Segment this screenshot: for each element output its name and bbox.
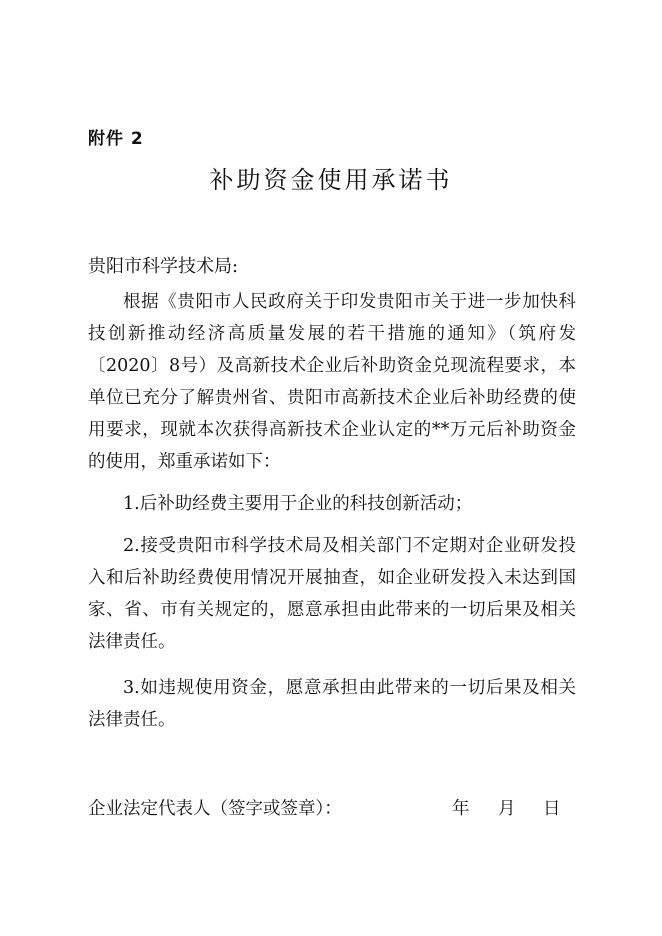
document-title: 补助资金使用承诺书 — [209, 166, 453, 194]
signature-label: 企业法定代表人（签字或签章）： — [88, 799, 342, 819]
paragraph-commitment-1: 1.后补助经费主要用于企业的科技创新活动； — [123, 494, 473, 514]
paragraph-commitment-3: 3.如违规使用资金，愿意承担由此带来的一切后果及相关法律责任。 — [88, 678, 576, 730]
salutation: 贵阳市科学技术局: — [88, 256, 239, 277]
paragraph-intro: 根据《贵阳市人民政府关于印发贵阳市关于进一步加快科技创新推动经济高质量发展的若干措施的通知》（筑府发〔2020〕8号）及高新技术企业后补助资金兑现流程要求，本单位已充分了解贵州省、贵阳市高新技术企业后补助经费的使用要求，现就本次获得高新技术企业认定的**万元后补助资金的使用，郑重承诺如下： — [88, 292, 576, 472]
date-month-label: 月 — [498, 799, 516, 819]
paragraph-commitment-2: 2.接受贵阳市科学技术局及相关部门不定期对企业研发投入和后补助经费使用情况开展抽查，如企业研发投入未达到国家、省、市有关规定的，愿意承担由此带来的一切后果及相关法律责任。 — [88, 536, 576, 652]
date-year-label: 年 — [452, 799, 470, 819]
date-day-label: 日 — [543, 799, 561, 819]
attachment-label: 附件 2 — [88, 129, 144, 149]
